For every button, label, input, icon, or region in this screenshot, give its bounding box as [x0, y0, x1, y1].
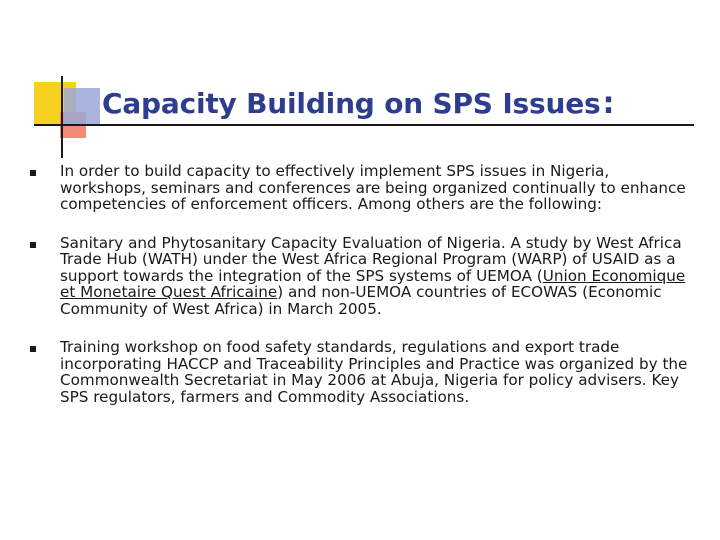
bullet-text-continued: ) and non-UEMOA countries of ECOWAS (Economic Community of West Africa) in March 2005.	[60, 283, 662, 318]
slide-title-text: Capacity Building on SPS Issues	[102, 87, 601, 120]
square-bullet-icon	[30, 242, 36, 248]
bullet-item	[30, 339, 698, 405]
slide-title	[102, 86, 702, 121]
title-underline	[34, 124, 694, 126]
decorative-blue-square	[64, 88, 100, 124]
bullet-list	[30, 163, 698, 427]
square-bullet-icon	[30, 170, 36, 176]
slide-title-colon: :	[602, 86, 615, 121]
bullet-text: Sanitary and Phytosanitary Capacity Evaluation of Nigeria. A study by West Africa Trade Hub (WATH) under the West Africa Regional Program (WARP) of USAID as a support towards the integration of the SPS systems of UEMOA (	[60, 233, 682, 285]
uemoa-link[interactable]: Union Economique et Monetaire Quest Africaine	[60, 266, 686, 301]
bullet-text: In order to build capacity to effectively implement SPS issues in Nigeria, workshops, seminars and conferences are being organized continually to enhance competencies of enforcement officers. Among others are the following:	[60, 162, 686, 213]
bullet-item	[30, 235, 698, 318]
bullet-item	[30, 163, 698, 213]
decorative-vertical-line	[61, 76, 63, 158]
square-bullet-icon	[30, 346, 36, 352]
bullet-text: Training workshop on food safety standards, regulations and export trade incorporating HACCP and Traceability Principles and Practice was organized by the Commonwealth Secretariat in May 2006 at Abuja, Nigeria for policy advisers. Key SPS regulators, farmers and Commodity Associations.	[60, 338, 688, 406]
